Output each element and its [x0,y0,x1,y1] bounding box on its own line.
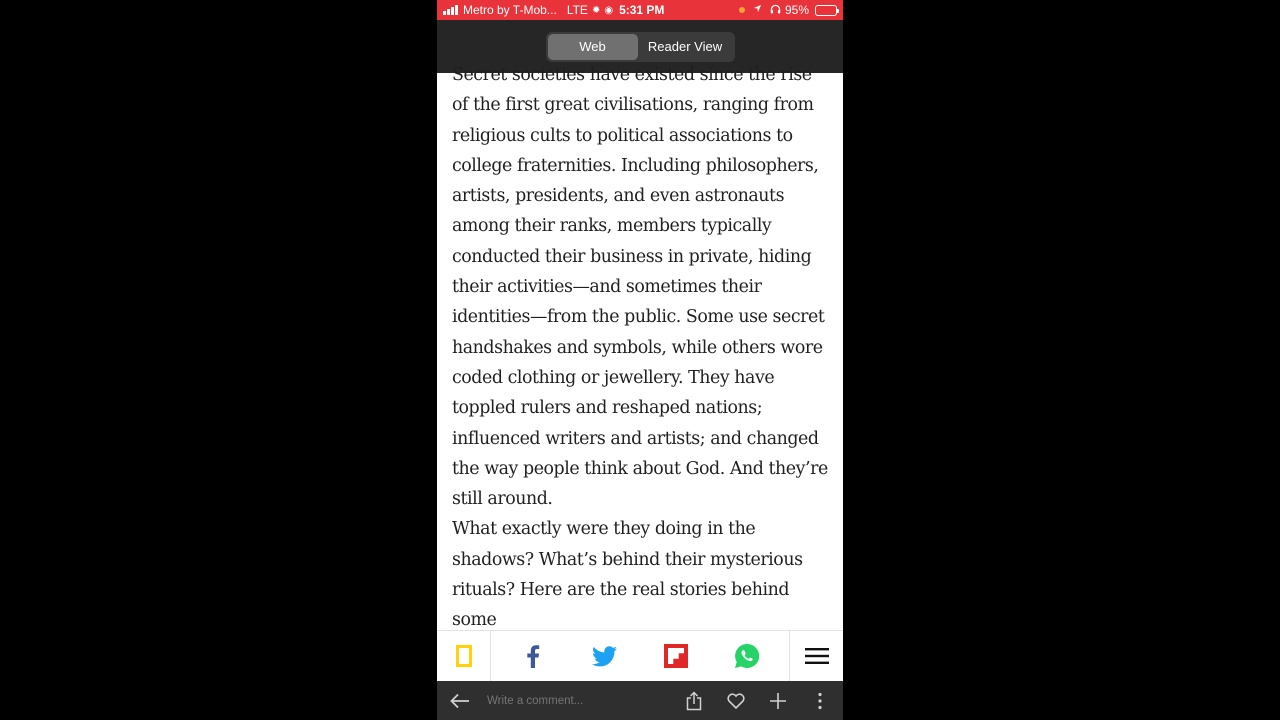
whatsapp-share-button[interactable] [734,643,760,669]
flipboard-icon [664,644,688,668]
article-paragraph: Secret societies have existed since the rise of the first great civilisations, ranging from religious cults to political associations to college fraternities. Including philosophers, artists, presidents, and even astronauts among their ranks, members typically conducted their business in private, hiding their activities—and sometimes their identities—from the public. Some use secret handshakes and symbols, while others wore coded clothing or jewellery. They have toppled rulers and reshaped nations; influenced writers and artists; and changed the way people think about God. And they’re still around. [452,65,828,510]
activity-icon: ✹ [591,4,601,16]
carrier-name: Metro by T-Mob... [463,3,557,17]
more-options-button[interactable] [809,690,831,712]
clock: 5:31 PM [619,3,665,17]
battery-percentage: 95% [784,3,809,17]
national-geographic-logo-icon [456,645,472,667]
flipboard-share-button[interactable] [663,643,689,669]
whatsapp-icon [734,643,760,669]
share-bar [437,630,843,681]
facebook-share-button[interactable] [520,643,546,669]
web-view-tab[interactable]: Web [548,34,638,60]
share-icon [686,691,702,711]
like-button[interactable] [725,690,747,712]
comment-toolbar [437,681,843,720]
vertical-dots-icon [817,692,823,710]
comment-input[interactable] [487,695,663,707]
menu-button[interactable] [789,631,843,681]
network-type: LTE [566,3,588,17]
back-arrow-icon [450,693,470,709]
battery-icon [815,5,837,16]
facebook-icon [526,644,540,668]
twitter-share-button[interactable] [591,643,617,669]
back-button[interactable] [449,690,471,712]
location-arrow-icon [753,4,762,16]
screen-record-icon: ◉ [604,4,614,16]
article-body[interactable] [437,60,843,630]
headphones-icon [770,4,781,17]
hamburger-menu-icon [805,647,829,665]
article-paragraph: What exactly were they doing in the shadows? What’s behind their mysterious rituals? Here are the real stories behind some [452,519,803,630]
status-bar [437,0,843,20]
share-button[interactable] [683,690,705,712]
view-mode-segmented-control [546,32,735,62]
national-geographic-logo-button[interactable] [437,631,491,681]
plus-icon [769,692,787,710]
heart-icon [727,693,745,709]
cellular-signal-icon [443,5,458,15]
microphone-indicator-icon [739,7,745,13]
reader-view-tab[interactable]: Reader View [647,39,723,54]
phone-screen [437,0,843,720]
share-icons [491,643,789,669]
add-button[interactable] [767,690,789,712]
twitter-icon [592,646,617,667]
